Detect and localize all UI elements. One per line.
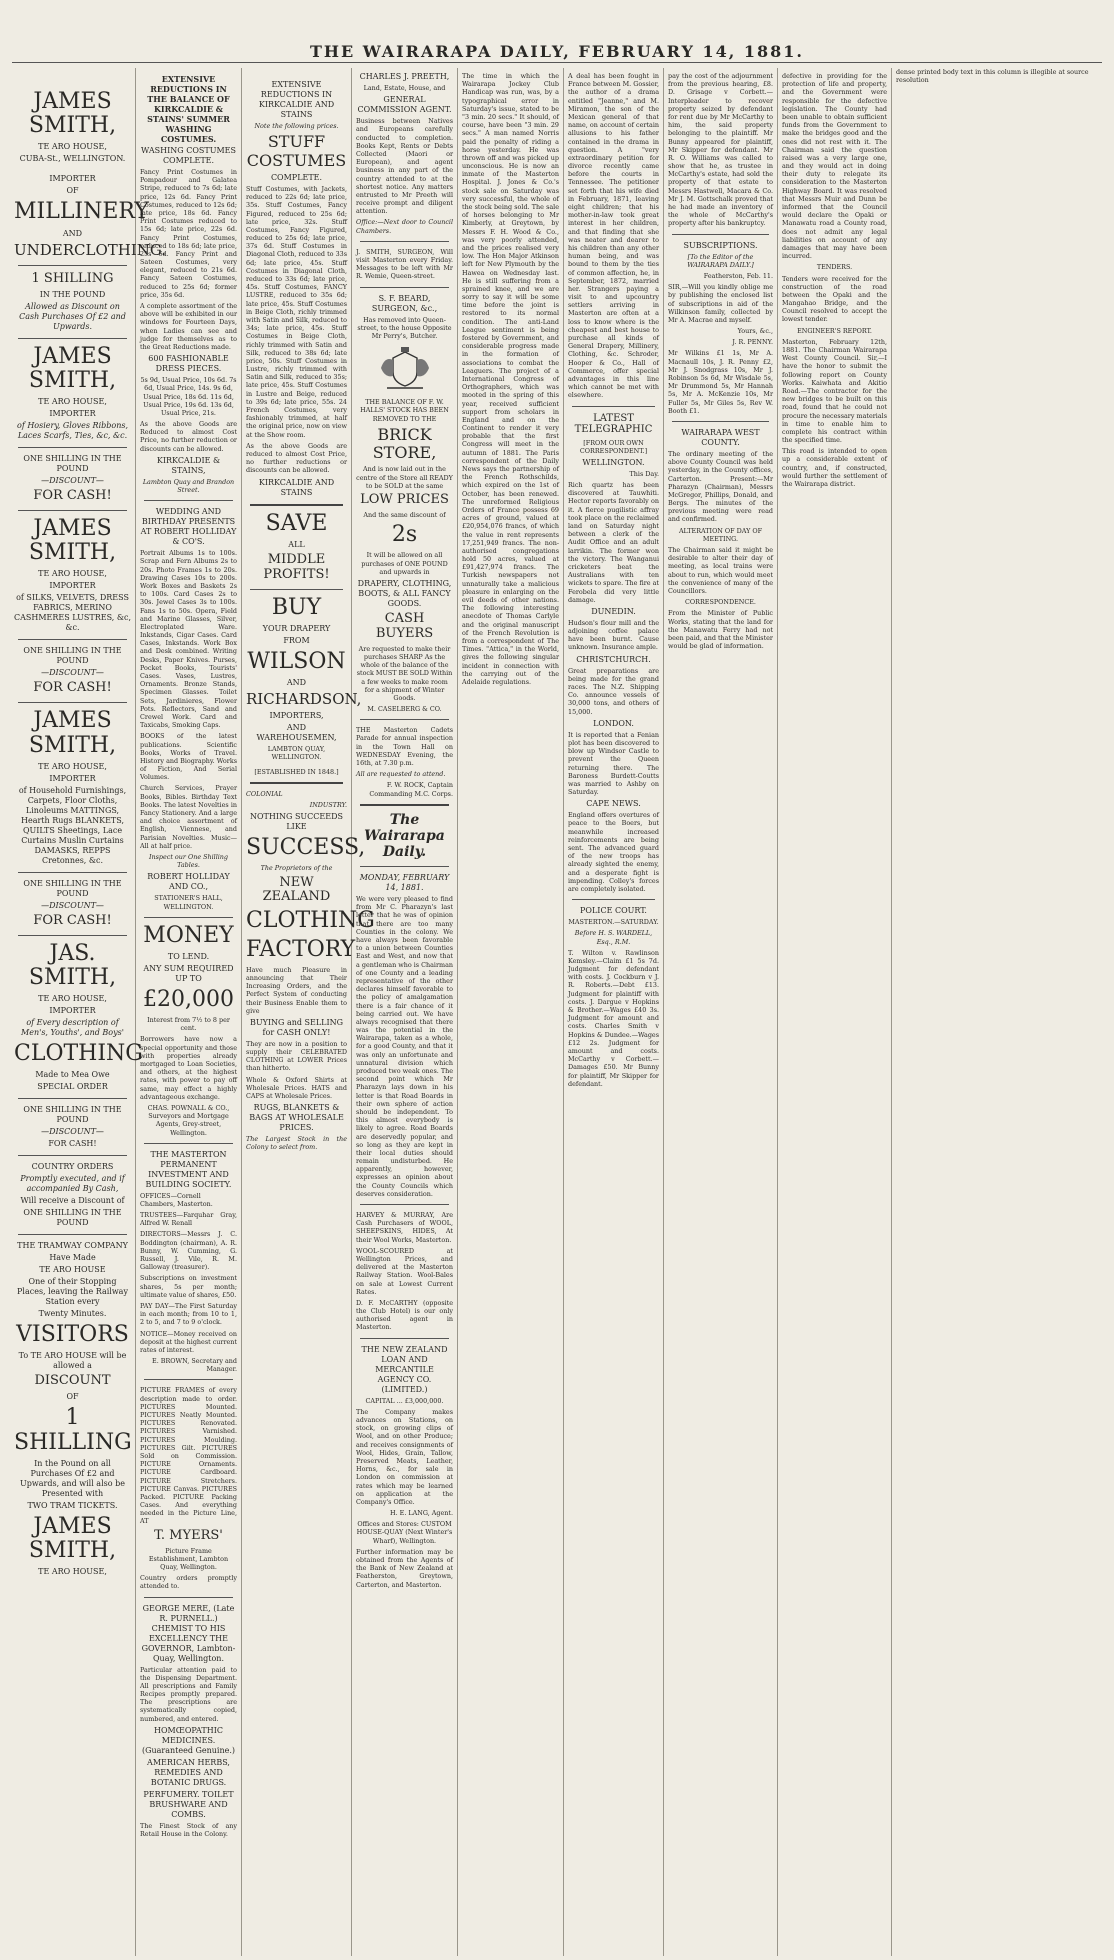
from: FROM (283, 635, 310, 645)
police-before: Before H. S. WARDELL, Esq., R.M. (574, 929, 653, 946)
ad-in-pound: IN THE POUND (39, 289, 106, 299)
news-body-9: dense printed body text in this column is illegible at source resolution (896, 68, 1089, 85)
column-2-ads (136, 68, 242, 1956)
alteration-head: ALTERATION OF DAY OF MEETING. (678, 526, 763, 543)
ad-household: of Household Furnishings, Carpets, Floor Cloths, Linoleums MATTINGS, Hearth Rugs BLANKETS, QUILTS Sheetings, Lace Curtains Muslin Curtains DAMASKS, REPPS Cretonnes, &c. (18, 785, 127, 865)
ad-clothing: CLOTHING (14, 1041, 143, 1067)
new-zealand: NEW ZEALAND (262, 874, 331, 905)
wedding-inspect: Inspect our One Shilling Tables. (148, 852, 229, 870)
george-mere: GEORGE MERE, (Late R. PURNELL.) CHEMIST TO HIS EXCELLENCY THE GOVERNOR, Lambton-Quay, Wellington. (141, 1603, 236, 1663)
pictures-list: PICTURE FRAMES of every description made to order. PICTURES Mounted. PICTURES Neatly Mounted. PICTURES Renovated. PICTURES Varnished. PICTURES Moulding. PICTURES Gilt. PICTURES Sold on Commission. PICTURE Ornaments. PICTURE Cardboard. PICTURE Stretchers. PICTURE Canvas. PICTURES Packed. PICTURE Packing Cases. And everything needed in the Picture Line, AT (140, 1386, 237, 1526)
ad-for-cash-3: FOR CASH! (33, 912, 112, 928)
factory: FACTORY (246, 936, 356, 962)
ad-twenty: Twenty Minutes. (38, 1309, 107, 1319)
kirkcaldie-sign: KIRKCALDIE & STAINS, (156, 455, 221, 475)
ad-underclothing: UNDERCLOTHING. (14, 240, 167, 259)
ad-name: JAMES SMITH, (28, 89, 117, 139)
london-head: LONDON. (593, 718, 634, 728)
buy: BUY (271, 594, 322, 620)
wedding-books: BOOKS of the latest publications. Scientific Books, Works of Travel. History and Biography. Works of Fiction, And Serial Volumes. (140, 732, 237, 782)
finest-stock: The Finest Stock of any Retail House in the Colony. (140, 1821, 237, 1838)
nzl-capital: CAPITAL ... £3,000,000. (365, 1396, 444, 1405)
christchurch-head: CHRISTCHURCH. (576, 654, 651, 664)
ad-house-6: TE ARO HOUSE, (38, 1567, 107, 1577)
nzl-body: The Company makes advances on Stations, on stock, on growing clips of Wool, and on other Produce; and receives consignments of Wool, Hides, Grain, Tallow, Preserved Meats, Leather, Horns, &c., for sale in London on commission at rates which may be learned on application at the Company's Office. (356, 1407, 453, 1506)
society-offices: OFFICES—Cornell Chambers, Masterton. (140, 1191, 213, 1208)
letter-penny: J. R. PENNY. (732, 338, 773, 347)
warehousemen: AND WAREHOUSEMEN, (256, 723, 337, 743)
nzl-head: THE NEW ZEALAND LOAN AND MERCANTILE AGENCY CO. (LIMITED.) (361, 1344, 448, 1394)
myers-country: Country orders promptly attended to. (140, 1574, 237, 1591)
drapery-clothing: DRAPERY, CLOTHING, BOOTS, & ALL FANCY GOODS. (357, 578, 452, 608)
cash-body: Are requested to make their purchases SHARP As the whole of the balance of the stock MUST BE SOLD Within a few weeks to make room for a shipment of Winter Goods. (356, 644, 453, 702)
dunedin-body: Hudson's flour mill and the adjoining coffee palace have been burnt. Cause unknown. Insurance ample. (568, 618, 659, 652)
washing-body: Fancy Print Costumes in Pompadour and Galatea Stripe, reduced to 7s 6d; late price, 12s 6d. Fancy Print Costumes, reduced to 12s 6d; late price, 18s 6d. Fancy Print Costumes reduced to 15s 6d; late price, 22s 6d. Fancy Print Costumes, reduced to 18s 6d; late price, 25s 6d. Fancy Print and Sateen Costumes, very elegant, reduced to 21s 6d. Fancy Sateen Costumes, reduced to 25s 6d; former price, 35s 6d. (140, 168, 237, 299)
ad-hosiery: of Hosiery, Gloves Ribbons, Laces Scarfs, Ties, &c, &c. (17, 421, 128, 441)
preeth-general: GENERAL COMMISSION AGENT. (357, 95, 452, 115)
importers: IMPORTERS, (269, 711, 324, 721)
washing-heading: WASHING COSTUMES COMPLETE. (141, 146, 236, 165)
dress-pieces: 600 FASHIONABLE DRESS PIECES. (148, 354, 229, 374)
engineer-head: ENGINEER'S REPORT. (797, 326, 872, 335)
washing-note: A complete assortment of the above will be exhibited in our windows for Fourteen Days, when Ladies can see and judge for themselves as to the Great Reductions made. (140, 302, 237, 351)
ad-importer-5: IMPORTER (49, 1006, 96, 1016)
washing-note-2: As the above Goods are Reduced to almost Cost Price, no further reduction or discounts can be allowed. (140, 420, 237, 453)
kirkcaldie-head: EXTENSIVE REDUCTIONS IN THE BALANCE OF KIRKCALDIE & STAINS' SUMMER WASHING COSTUMES. (147, 74, 230, 144)
brick-store: BRICK STORE, (372, 424, 437, 463)
society-directors: DIRECTORS—Messrs J. C. Boddington (chairman), A. R. Bunny, W. Cumming, G. Russell, J. Vile, R. M. Galloway (treasurer). (140, 1230, 237, 1272)
ad-allowed: Allowed as Discount on Cash Purchases Of £2 and Upwards. (19, 301, 126, 331)
ad-importer-3: IMPORTER (49, 581, 96, 591)
ad-importer-2: IMPORTER (49, 409, 96, 419)
society-payday: PAY DAY—The First Saturday in each month; from 10 to 1, 2 to 5, and 7 to 9 o'clock. (140, 1301, 237, 1327)
ad-visitors: VISITORS (16, 1322, 129, 1348)
to-editor: [To the Editor of the WAIRARAPA DAILY.] (687, 252, 754, 269)
ad-name-4: JAMES SMITH, (28, 708, 117, 758)
london-body: It is reported that a Fenian plot has been discovered to blow up Windsor Castle to prevent the Queen returning there. The Baroness Burdett-Coutts was married to Ashby on Saturday. (568, 730, 659, 797)
nzl-lang: H. E. LANG, Agent. (390, 1509, 453, 1518)
wellington-body: Rich quartz has been discovered at Tauwhiti. Hector reports favorably on it. A fierce pugilistic affray took place on the reclaimed land on Saturday night between a clerk of the Audit Office and an adult larrikin. The former won the victory. The Wanganui cricketers beat the Australians with ten wickets to spare. The fire at Ferobela did very little damage. (568, 481, 659, 604)
this-day: This Day. (629, 469, 659, 478)
lambton-quay: LAMBTON QUAY, WELLINGTON. (267, 745, 326, 762)
homeopathic: HOMŒOPATHIC MEDICINES. (Guaranteed Genuine.) (141, 1725, 236, 1755)
money-body: Borrowers have now a special opportunity and those with properties already mortgaged to Loan Societies, and others, at the highest rates, with power to pay off same, may effect a highly advantageous exchange. (140, 1035, 237, 1101)
pownall-sign: CHAS. POWNALL & CO., Surveyors and Mortgage Agents, Grey-street, Wellington. (147, 1103, 230, 1137)
caselberg: M. CASELBERG & CO. (367, 705, 442, 714)
police-court: POLICE COURT. (580, 906, 647, 916)
stuff-sign: KIRKCALDIE AND STAINS (258, 477, 335, 497)
save: SAVE (265, 510, 328, 536)
masthead-title: THE WAIRARAPA DAILY, FEBRUARY 14, 1881. (310, 42, 804, 61)
ad-of: OF (66, 186, 79, 196)
police-saturday: MASTERTON.—SATURDAY. (568, 918, 659, 927)
society-brown: E. BROWN, Secretary and Manager. (152, 1357, 237, 1374)
ad-tramway: THE TRAMWAY COMPANY (17, 1241, 128, 1251)
ad-address: CUBA-St., WELLINGTON. (19, 154, 126, 164)
engineer-body: Masterton, February 12th, 1881. The Chairman Wairarapa West County Council. Sir,—I have the honor to submit the following report on County Works. Kaiwhata and Akitio Road.—The contractor for the new bridges to be built on this road, found that he could not procure the necessary materials in time to enable him to complete his contract within the specified time. (782, 337, 887, 445)
ad-shilling: 1 SHILLING (31, 270, 114, 286)
holliday-sign: ROBERT HOLLIDAY AND CO., (147, 872, 230, 892)
industry: INDUSTRY. (309, 800, 347, 809)
ad-jas-smith: JAS. SMITH, (28, 940, 117, 990)
myers-name: T. MYERS' (154, 1527, 223, 1543)
ad-silks: of SILKS, VELVETS, DRESS FABRICS, MERINO CASHMERES LUSTRES, &c, &c. (14, 593, 131, 633)
closing-body: This road is intended to open up a considerable extent of country, and, if constructed, would further the settlement of the Wairarapa district. (782, 447, 887, 488)
ad-one-shilling-2: ONE SHILLING IN THE POUND (23, 646, 122, 666)
myers-addr: Picture Frame Establishment, Lambton Quay, Wellington. (148, 1546, 229, 1571)
cadets-attend: All are requested to attend. (356, 770, 446, 779)
stuff-complete: COMPLETE. (270, 172, 323, 182)
dress-prices: 5s 9d, Usual Price, 10s 6d. 7s 6d, Usual Price, 14s. 9s 6d, Usual Price, 18s 6d. 11s 6d, Usual Price, 19s 6d. 13s 6d, Usual Price, 21s. (140, 376, 237, 417)
cash-buyers: CASH BUYERS (375, 610, 434, 641)
ad-house-4: TE ARO HOUSE, (38, 761, 107, 771)
stuff-body: Stuff Costumes, with Jackets, reduced to 22s 6d; late price, 35s. Stuff Costumes, Fancy Figured, reduced to 25s 6d; late price, 32s. Stuff Costumes, Fancy Figured, reduced to 25s 6d; late price, 37s 6d. Stuff Costumes in Diagonal Cloth, reduced to 33s 6d; late price, 45s. Stuff Costumes in Diagonal Cloth, reduced to 33s 6d; late price, 45s. Stuff Costumes, FANCY LUSTRE, reduced to 35s 6d; late price, 45s. Stuff Costumes in Beige Cloth, richly trimmed with Satin and Silk, reduced to 34s; late price, 45s. Stuff Costumes in Beige Cloth, richly trimmed with Satin and Silk, reduced to 38s 6d; late price, 50s. Stuff Costumes in Lustre, richly trimmed with Satin and Silk, reduced to 35s; late price, 45s. Stuff Costumes in Lustre and Beige, reduced to 39s 6d; late price, 55s. 24 French Costumes, very fashionably trimmed, at half the original price, now on view at the Show room. (246, 184, 347, 439)
column-4-ads (352, 68, 458, 1956)
ad-one-shilling-3: ONE SHILLING IN THE POUND (23, 878, 122, 898)
ad-discount: —DISCOUNT— (41, 476, 104, 486)
tenders-body: Tenders were received for the construction of the road between the Opaki and the Mangahao Bridge, and the Council resolved to accept the lowest tender. (782, 274, 887, 324)
smith-surgeon: J. SMITH, SURGEON, Will visit Masterton every Friday. Messages to be left with Mr R. Wemie, Queen-street. (356, 247, 453, 281)
masthead (0, 0, 1114, 64)
subscriptions-head: SUBSCRIPTIONS. (683, 240, 758, 250)
christchurch-body: Great preparations are being made for the grand races. The N.Z. Shipping Co. announce vessels of 30,000 tons, and others of 15,000. (568, 666, 659, 716)
preeth-office: Office:—Next door to Council Chambers. (356, 218, 453, 235)
holliday-stationers: STATIONER'S HALL, WELLINGTON. (154, 894, 223, 911)
wilson: WILSON (247, 648, 346, 674)
ad-for-cash-2: FOR CASH! (33, 680, 112, 696)
ad-importer-4: IMPORTER (49, 773, 96, 783)
cadets-rock: F. W. ROCK, Captain Commanding M.C. Corps. (369, 781, 453, 798)
preeth-name: CHARLES J. PREETH, (359, 72, 450, 81)
letter-yours: Yours, &c., (737, 327, 773, 336)
editorial-body: We were very pleased to find from Mr C. Pharazyn's last letter that he was of opinion that there are too many Counties in the colony. We have always been favorable to a union between Counties East and West, and now that a gentleman who is Chairman of one County and a leading representative of the other declares himself favorable to the policy of amalgamation there is a fair chance of it being carried out. We have always recognised that there was the potential in the Wairarapa, taken as a whole, for a good County, and that it was only an unfortunate and unnatural division which produced two weak ones. The second point which Mr Pharazyn lays down in his letter is that Road Boards in their own sphere of action should be independent. To this almost everybody is likely to agree. Road Boards are deservedly popular, and so long as they are kept in their local duties should remain undisturbed. He apparently, however, expresses an opinion about the County Councils which deserves consideration. (356, 895, 453, 1198)
save-all: ALL (288, 539, 305, 549)
news-body-8: defective in providing for the protection of life and property, and the Government were responsible for the defective legislation. The County had been unable to obtain sufficient funds from the Government to make the bridges good and the ones did not rest with it. The Chairman said the question raised was a very large one, and they would act in doing their duty to relegate its consideration to the Masterton Highway Board. It was resolved that Messrs Muir and Dunn be informed that the Council would declare the Opaki or Manawatu road a County road, does not admit any legal liabilities on account of any damages that may have been incurred. (782, 72, 887, 261)
paper-date: MONDAY, FEBRUARY 14, 1881. (359, 873, 450, 893)
ad-house-3: TE ARO HOUSE, (38, 569, 107, 579)
alteration-body: The Chairman said it might be desirable to alter their day of meeting, as local trains were about to run, which would meet the convenience of many of the Councillors. (668, 546, 773, 595)
brick-body: And is now laid out in the centre of the Store all READY to be SOLD at the same (356, 465, 453, 490)
ad-and: AND (62, 228, 83, 238)
society-notice: NOTICE—Money received on deposit at the highest current rates of interest. (140, 1329, 237, 1354)
money-any: ANY SUM REQUIRED UP TO (143, 963, 234, 983)
celebrated-clothing: They are now in a position to supply their CELEBRATED CLOTHING at LOWER Prices than hitherto. (246, 1039, 347, 1073)
middle-profits: MIDDLE PROFITS! (263, 551, 330, 582)
your-drapery: YOUR DRAPERY (262, 623, 331, 633)
wellington-head: WELLINGTON. (582, 457, 645, 467)
preeth-body: Business between Natives and Europeans carefully conducted to completion. Books Kept, Rents or Debts Collected (Maori or European), and agent business in any part of the country attended to at the shortest notice. Any matters entrusted to Mr Preeth will receive prompt and diligent attention. (356, 117, 453, 216)
richardson: RICHARDSON, (246, 689, 362, 708)
masthead-rule (12, 62, 1102, 63)
cape-body: England offers overtures of peace to the Boers, but meanwhile increased reinforcements are being sent. The advanced guard of the new troops has already sighted the enemy, and a desperate fight is impending. Colley's forces are completely isolated. (568, 811, 659, 893)
ad-one-sh: 1 SHILLING (14, 1405, 132, 1455)
ad-for-cash-4: FOR CASH! (48, 1139, 97, 1149)
wedding-list: Portrait Albums 1s to 100s. Scrap and Fern Albums 2s to 20s. Photo Frames 1s to 20s. Drawing Cases 10s to 200s. Work Boxes and Baskets 2s to 100s. Card Cases 2s to 30s. Jewel Cases 3s to 100s. Fans 1s to 50s. Opera, Field and Marine Glasses, Silver, Electroplated Ware. Inkstands, Cigar Cases. Card Cases, Inkstands. Work Box and Desk combined. Writing Desks, Paper Knives. Purses, Pocket Books, Tourists' Cases. Vases, Lustres, Ornaments. Bronze Stands, Specimen Glasses. Toilet Sets, Jardinieres, Flower Pots. Reflectors, Sand and Crewel Work. Card and Taxicabs, Smoking Caps. (140, 549, 237, 730)
money-heading: MONEY (143, 922, 234, 948)
correspondence-head: CORRESPONDENCE. (685, 598, 756, 607)
nzl-further: Further information may be obtained from the Agents of the Bank of New Zealand at Featherston, Greytown, Carterton, and Masterton. (356, 1547, 453, 1589)
factory-body: Have much Pleasure in announcing that Their Increasing Orders, and the Perfect System of conducting their Business Enable them to give (246, 965, 347, 1015)
ad-name-2: JAMES SMITH, (28, 343, 117, 393)
cadets-body: THE Masterton Cadets Parade for annual inspection in the Town Hall on WEDNESDAY Evening, the 16th, at 7.30 p.m. (356, 726, 453, 768)
subscription-list: Mr Wilkins £1 1s, Mr A. Macnaull 10s, J. R. Penny £2, Mr J. Snodgrass 10s, Mr J. Robinson 5s 6d, Mr Wisdale 5s, Mr Drummond 5s, Mr Hannah 5s, Mr A. McKenzie 10s, Mr Fuller 5s, Mr Giles 5s, Rev W. Booth £1. (668, 349, 773, 415)
extensive-note: Note the following prices. (254, 122, 339, 130)
largest-stock: The Largest Stock in the Colony to select from. (246, 1135, 347, 1152)
proprietors: The Proprietors of the (260, 864, 333, 873)
ad-to-te-aro: To TE ARO HOUSE will be allowed a (18, 1351, 127, 1371)
news-body-7: pay the cost of the adjournment from the previous hearing, £8. D. Grisage v Corbett.—Interpleader to recover property seized by defendant for rent due by Mr McCarthy to him, the said property belonging to the plaintiff. Mr Bunny appeared for plaintiff, Mr Skipper for defendant. Mr R. O. Williams was called to show that he, as trustee in McCarthy's estate, had sold the property of that estate to Messrs Hastwell, Macara & Co. Mr J. M. Gottschalk proved that he had made an inventory of the whole of McCarthy's property after his bankruptcy. (668, 72, 773, 228)
ad-millinery: MILLINERY (14, 199, 149, 225)
latest-telegraphic: LATEST TELEGRAPHIC (574, 412, 653, 435)
wedding-church: Church Services, Prayer Books, Bibles. Birthday Text Books. The latest Novelties in Fancy Stationery. And a large and choice assortment of English, Viennese, and Parisian Novelties. Music—All at half price. (140, 784, 237, 850)
news-body-5: The time in which the Wairarapa Jockey Club Handicap was run, was, by a typographical error in Saturday's issue, stated to be "3 min. 20 secs." It should, of course, have been "3 min. 29 secs." A man named Norris paid the penalty of riding a horse yesterday. He was thrown off and was picked up unconscious. He is now an inmate of the Masterton Hospital. J. Jones & Co.'s stock sale on Saturday was very successful, the whole of the stock being sold. The sale of horses belonging to Mr Kimberly, at Greytown, by Messrs F. H. Wood & Co., was very poorly attended, and the prices realised very low. The Hon Major Atkinson left for New Plymouth by the Hawea on Wednesday last. He is still suffering from a sprained knee, and we are sorry to say it will be some time before the joint is restored to its normal condition. The anti-Land League sentiment is being fostered by Government, and considerable progress made in the formation of associations to combat the Leaguers. The project of a International Congress of Orthographers, which was mooted in the spring of this year, received sufficient support from scholars in England and on the Continent to render it very probable that the first Congress will meet in the autumn of 1881. The Paris correspondent of the Daily News says the partnership of the French Rothschilds, which expired on the 1st of October, has been renewed. The unreformed Religious Orders of France possess 69 acres of ground, valued at £20,954,076 francs, of which the value in rent represents 17,251,949 francs. The non-authorised congregations hold 50 acres, valued at £91,427,974 francs. The Turkish newspapers not unnaturally take a malicious pleasure in enlarging on the evil deeds of other nations. The following interesting anecdote of Thomas Carlyle and the original manuscript of the French Revolution is from a correspondent of The Times. "Attica," in the World, gives the following singular incident in connection with the carrying out of the Adelaide regulations. (462, 72, 559, 686)
ad-one-shilling-4: ONE SHILLING IN THE POUND (23, 1105, 122, 1125)
cape-head: CAPE NEWS. (586, 799, 641, 809)
buying-selling: BUYING and SELLING for CASH ONLY! (249, 1017, 344, 1037)
column-9-news (892, 68, 1100, 1956)
ad-importer: IMPORTER (49, 174, 96, 184)
column-3-ads (242, 68, 375, 1956)
two-shillings: 2s (391, 522, 418, 548)
extensive-head: EXTENSIVE REDUCTIONS IN KIRKCALDIE AND STAINS (258, 80, 335, 119)
ad-country: COUNTRY ORDERS (31, 1162, 114, 1172)
money-lend: TO LEND. (167, 951, 210, 961)
letter-body: SIR,—Will you kindly oblige me by publishing the enclosed list of subscriptions in aid of the Wilkinson family, collected by Mr A. Macrae and myself. (668, 283, 773, 324)
kirkcaldie-addr: Lambton Quay and Brandon Street. (142, 477, 235, 494)
ad-for-cash: FOR CASH! (33, 488, 112, 504)
established: [ESTABLISHED IN 1848.] (254, 767, 339, 776)
ad-disc: DISCOUNT (34, 1373, 111, 1389)
ad-promptly: Promptly executed, and if accompanied By Cash, (20, 1174, 125, 1194)
nzl-offices: Offices and Stores: CUSTOM HOUSE-QUAY (Next Winter's Wharf), Wellington. (356, 1520, 453, 1545)
ad-of-2: OF (66, 1392, 79, 1402)
colonial: COLONIAL (246, 789, 283, 798)
ad-house-5: TE ARO HOUSE, (38, 994, 107, 1004)
stuff-note2: As the above Goods are reduced to almost Cost Price, no further reductions or discounts can be allowed. (246, 441, 347, 475)
ad-name-5: JAMES SMITH, (28, 1513, 117, 1563)
west-county-body: The ordinary meeting of the above County Council was held yesterday, in the County offices, Carterton. Present:—Mr Pharazyn (Chairman), Messrs McGregor, Phillips, Donald, and Bergs. The minutes of the previous meeting were read and confirmed. (668, 449, 773, 524)
same-discount: And the same discount of (363, 510, 446, 519)
mccarthy-agent: D. F. McCARTHY (opposite the Club Hotel) is our only authorised agent in Masterton. (356, 1298, 453, 1332)
ad-receive: Will receive a Discount of (20, 1196, 125, 1206)
ad-discount-3: —DISCOUNT— (41, 900, 104, 910)
column-james-smith-ad (10, 68, 167, 1956)
stuff-costumes: STUFF COSTUMES (246, 132, 347, 170)
ad-two-tram: TWO TRAM TICKETS. (27, 1500, 118, 1510)
clothing: CLOTHING (246, 908, 375, 934)
column-8-news (778, 68, 892, 1956)
beard-body: Has removed into Queen-street, to the house Opposite Mr Perry's, Butcher. (357, 315, 452, 340)
rugs-blankets: RUGS, BLANKETS & BAGS AT WHOLESALE PRICES. (249, 1103, 344, 1133)
society-trustees: TRUSTEES—Farquhar Gray, Alfred W. Renall (140, 1211, 237, 1228)
ad-house: TE ARO HOUSE, (38, 142, 107, 152)
ad-discount-4: —DISCOUNT— (41, 1127, 104, 1137)
money-amount: £20,000 (143, 986, 234, 1012)
beard-name: S. F. BEARD, SURGEON, &c., (371, 293, 438, 313)
ad-name-3: JAMES SMITH, (28, 516, 117, 566)
police-body: T. Wilton v. Rawlinson Kemsley.—Claim £1 5s 7d. Judgment for defendant with costs. J. Cockburn v J. R. Roberts.—Debt £13. Judgment for plaintiff with costs. J. Dargue v Hopkins & Brother.—Wages £40 3s. Judgment for amount and costs. Charles Smith v Hopkins & Dundee.—Wages £12 2s. Judgment for amount and costs. McCarthy v Corbett.—Damages £50. Mr Bunny for plaintiff, Mr Skipper for defendant. (568, 948, 659, 1088)
ad-purchases: In the Pound on all Purchases Of £2 and Upwards, and will also be Presented with (20, 1458, 125, 1498)
and: AND (286, 677, 307, 687)
royal-crest-icon (375, 346, 435, 392)
tenders-head: TENDERS. (816, 263, 853, 272)
harvey-murray: HARVEY & MURRAY, Are Cash Purchasers of WOOL, SHEEPSKINS, HIDES, At their Wool Works, Masterton. (356, 1211, 453, 1244)
west-county-head: WAIRARAPA WEST COUNTY. (681, 427, 760, 447)
ad-every: of Every description of Men's, Youths', and Boys' (21, 1018, 124, 1038)
ad-one-of: One of their Stopping Places, leaving the Railway Station every (17, 1277, 128, 1307)
news-body-6: A deal has been fought in France between M. Gossier, the author of a drama entitled "Jeanne," and M. Miramon, the son of the Mexican general of that name, on account of certain allusions to his father contained in the drama in question. A "very extraordinary petition for divorce recently came before the courts in Tennessee. The petitioner set forth that his wife died in February, 1871, leaving eight children; that his mother-in-law took great interest in her children, and that finding that she was neater and dearer to his children than any other human being, and was bound to them by the ties of common affection, he, in September, 1872, married her. Strangers paying a visit to and upcountry settlers arriving in Masterton are often at a loss to know where is the cheapest and best house to purchase all kinds of General Drapery, Millinery, Clothing, &c. Schroder, Hooper & Co., Hall of Commerce, offer special advantages in this line which cannot be met with elsewhere. (568, 72, 659, 400)
perfumery: PERFUMERY. TOILET BRUSHWARE AND COMBS. (143, 1789, 234, 1819)
letter-place: Featherston, Feb. 11. (703, 271, 773, 280)
column-5-news (458, 68, 564, 1956)
american-herbs: AMERICAN HERBS, REMEDIES AND BOTANIC DRUGS. (147, 1757, 230, 1787)
column-6-news (564, 68, 664, 1956)
own-correspondent: [FROM OUR OWN CORRESPONDENT.] (579, 438, 648, 455)
correspondence-body: From the Minister of Public Works, stating that the land for the Manawatu Ferry had not been paid, and that the Minister would be glad of information. (668, 609, 773, 651)
money-interest: Interest from 7½ to 8 per cent. (147, 1016, 230, 1033)
ad-one-shilling: ONE SHILLING IN THE POUND (23, 454, 122, 474)
society-subs: Subscriptions on investment shares, 5s per month; ultimate value of shares, £50. (140, 1274, 237, 1299)
ad-te-aro-h: TE ARO HOUSE (39, 1265, 106, 1275)
wedding-head: WEDDING AND BIRTHDAY PRESENTS AT ROBERT HOLLIDAY & CO'S. (140, 507, 237, 547)
success: SUCCESS, (246, 835, 366, 861)
nothing-succeeds: NOTHING SUCCEEDS LIKE (249, 812, 343, 832)
dunedin-head: DUNEDIN. (591, 606, 636, 616)
paper-nameplate: The Wairarapa Daily. (364, 811, 445, 860)
wool-scoured: WOOL-SCOURED at Wellington Prices, and delivered at the Masterton Railway Station. Wool-Bales on sale at Lowest Current Rates. (356, 1246, 453, 1296)
whole-shirts: Whole & Oxford Shirts at Wholesale Prices. HATS and CAPS at Wholesale Prices. (246, 1075, 347, 1101)
chemist-body: Particular attention paid to the Dispensing Department. All prescriptions and Family Recipes promptly prepared. The prescriptions are systematically copied, numbered, and entered. (140, 1665, 237, 1723)
masterton-society: THE MASTERTON PERMANENT INVESTMENT AND BUILDING SOCIETY. (145, 1149, 232, 1189)
allowed-pound: It will be allowed on all purchases of ONE POUND and upwards in (361, 551, 448, 576)
ad-discount-2: —DISCOUNT— (41, 668, 104, 678)
ad-house-2: TE ARO HOUSE, (38, 397, 107, 407)
column-7-news (664, 68, 778, 1956)
preeth-land: Land, Estate, House, and (363, 84, 446, 92)
halls-stock: THE BALANCE OF F. W. HALLS' STOCK HAS BEEN REMOVED TO THE (360, 398, 449, 423)
ad-one-shilling-5: ONE SHILLING IN THE POUND (23, 1208, 122, 1228)
low-prices: LOW PRICES (360, 492, 449, 508)
ad-made: Made to Mea Owe (35, 1070, 110, 1080)
ad-have-made: Have Made (49, 1253, 96, 1263)
ad-special: SPECIAL ORDER (37, 1082, 108, 1092)
